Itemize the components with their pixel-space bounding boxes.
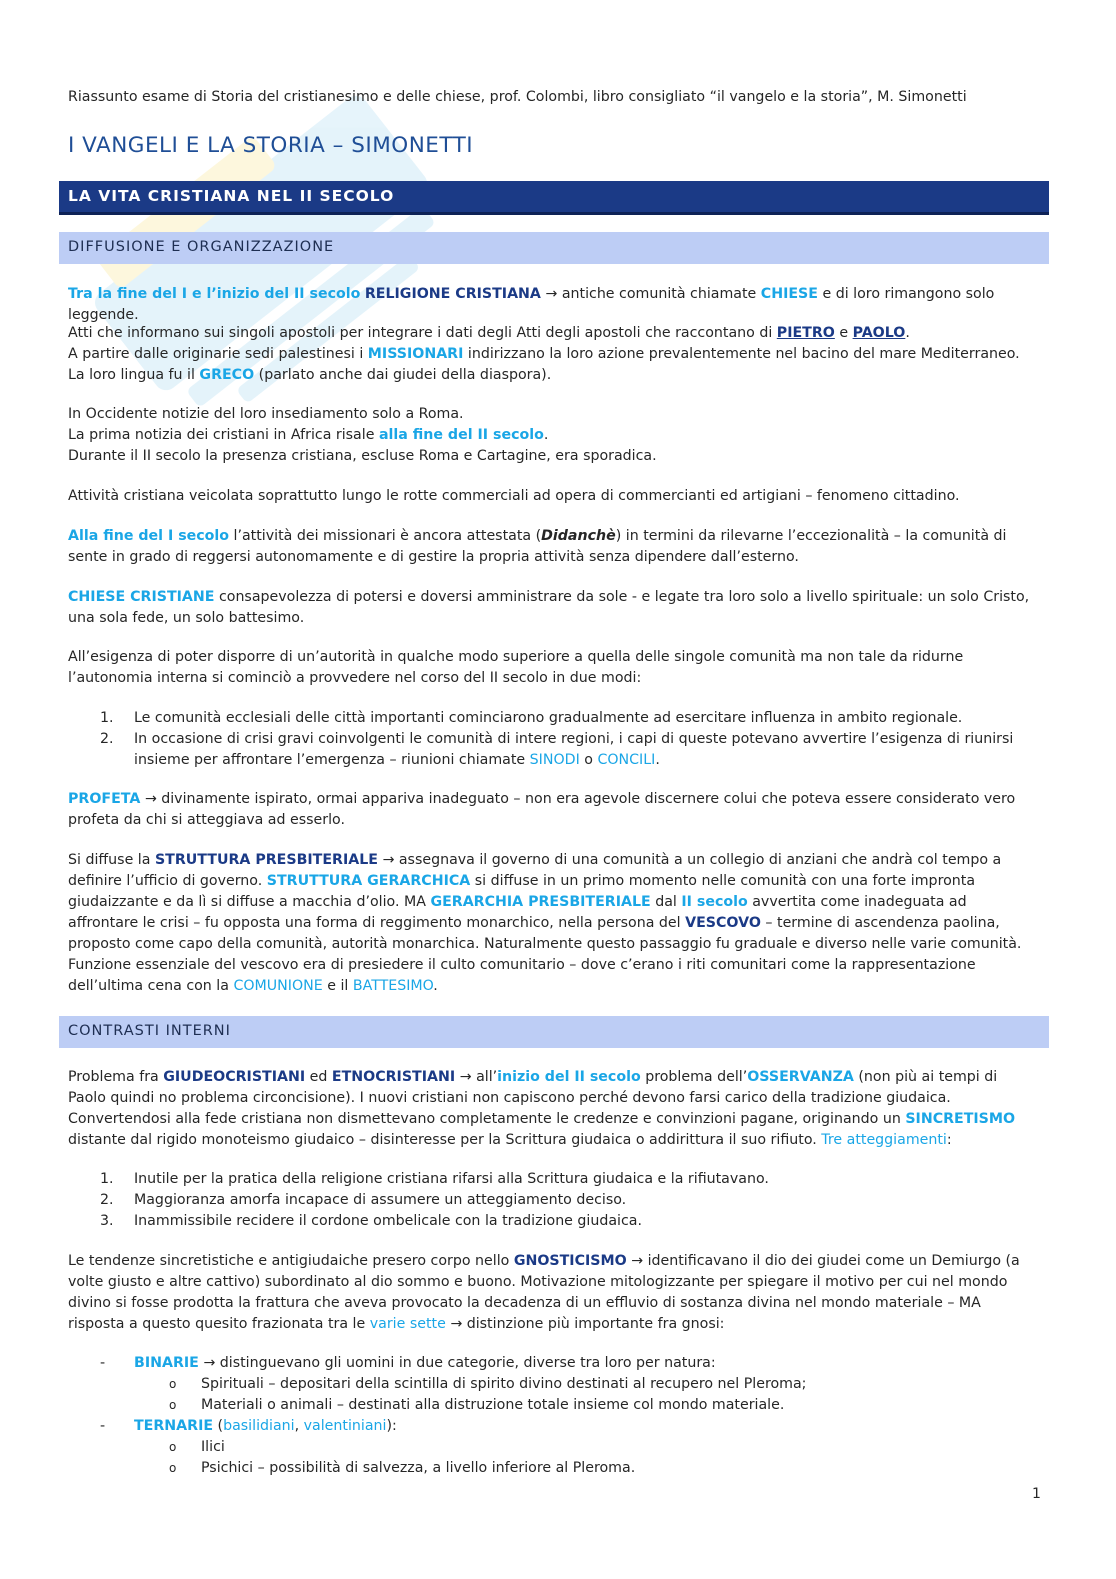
paragraph: [68, 1251, 1038, 1335]
text-run: → identificavano il dio dei giudei come un Demiurgo (a volte giusto e altre cattivo) subordinato al dio sommo e buono. Motivazione mitologizzante per spiegare il motivo per cui nel mondo divino si fosse prodotta la frattura che aveva provocato la decadenza di un effluvio di sostanza divina nel mondo materiale – MA risposta a questo quesito frazionata tra le: [68, 1253, 1020, 1332]
text-run: → all’: [455, 1069, 498, 1085]
text-run: l’attività dei missionari è ancora attestata (: [229, 528, 542, 544]
text-run: .: [655, 752, 660, 768]
highlighted-term: varie sette: [369, 1316, 446, 1332]
text-run: :: [946, 1132, 952, 1148]
highlighted-term: Tra la fine del I e l’inizio del II secolo: [68, 286, 361, 302]
text-run: e il: [322, 978, 353, 994]
paragraph: [68, 647, 1038, 689]
text-run: Durante il II secolo la presenza cristiana, escluse Roma e Cartagine, era sporadica.: [68, 448, 657, 464]
text-run: consapevolezza di potersi e doversi amministrare da sole - e legate tra loro solo a livello spirituale: un solo Cristo, una sola fede, un solo battesimo.: [68, 589, 1030, 626]
text-run: → distinguevano gli uomini in due categorie, diverse tra loro per natura:: [198, 1355, 716, 1371]
paragraph: [68, 850, 1038, 997]
sub-bullet-item: [68, 1437, 1038, 1458]
text-run: → divinamente ispirato, ormai appariva inadeguato – non era agevole discernere colui che poteva essere considerato vero profeta da chi si atteggiava ad esserlo.: [68, 791, 1016, 828]
text-run: Le tendenze sincretistiche e antigiudaiche presero corpo nello: [68, 1253, 514, 1269]
highlighted-term: CHIESE CRISTIANE: [68, 589, 215, 605]
text-run: Inammissibile recidere il cordone ombelicale con la tradizione giudaica.: [134, 1213, 643, 1229]
highlighted-term: GIUDEOCRISTIANI: [163, 1069, 306, 1085]
text-run: .: [433, 978, 438, 994]
highlighted-term: GRECO: [199, 367, 255, 383]
highlighted-term: GNOSTICISMO: [513, 1253, 627, 1269]
highlighted-term: STRUTTURA GERARCHICA: [266, 873, 471, 889]
text-run: ) in termini da rilevarne l’eccezionalità – la comunità di sente in grado di reggersi autonomamente e di gestire la propria attività senza dipendere dall’esterno.: [68, 528, 1007, 565]
highlighted-term: COMUNIONE: [233, 978, 323, 994]
text-run: problema dell’: [640, 1069, 748, 1085]
list-item: [68, 1169, 1038, 1190]
highlighted-term: VESCOVO: [685, 915, 761, 931]
text-run: Problema fra: [68, 1069, 164, 1085]
highlighted-term: Alla fine del I secolo: [68, 528, 230, 544]
text-run: → antiche comunità chiamate: [540, 286, 761, 302]
text-run: o: [579, 752, 598, 768]
heading-1: LA VITA CRISTIANA NEL II SECOLO: [68, 187, 395, 205]
highlighted-term: STRUTTURA PRESBITERIALE: [154, 852, 378, 868]
text-run: (non più ai tempi di Paolo quindi no problema circoncisione). I nuovi cristiani non capiscono perché devono farsi carico della tradizione giudaica. Convertendosi alla fede cristiana non dismettevano completamente le credenze e convinzioni pagane, originando un: [68, 1069, 998, 1127]
text-run: Psichici – possibilità di salvezza, a livello inferiore al Pleroma.: [201, 1460, 636, 1476]
text-run: A partire dalle originarie sedi palestinesi i: [68, 346, 368, 362]
intro-line: Riassunto esame di Storia del cristianesimo e delle chiese, prof. Colombi, libro consigliato “il vangelo e la storia”, M. Simonetti: [68, 89, 967, 105]
list-number: 2.: [100, 731, 114, 747]
text-run: Materiali o animali – destinati alla distruzione totale insieme col mondo materiale.: [201, 1397, 785, 1413]
numbered-list: [68, 1169, 1038, 1232]
bullet-item: [68, 1416, 1038, 1437]
bullet-marker: -: [100, 1418, 106, 1434]
list-number: 1.: [100, 710, 114, 726]
heading-2-diffusione: DIFFUSIONE E ORGANIZZAZIONE: [68, 239, 335, 255]
text-run: (: [213, 1418, 224, 1434]
highlighted-term: basilidiani: [223, 1418, 295, 1434]
text-run: distante dal rigido monoteismo giudaico – disinteresse per la Scrittura giudaica o addirittura il suo rifiuto.: [68, 1132, 822, 1148]
highlighted-term: PROFETA: [68, 791, 141, 807]
text-run: → distinzione più importante fra gnosi:: [445, 1316, 725, 1332]
bullet-marker: o: [169, 1461, 177, 1475]
list-item: [68, 729, 1038, 771]
highlighted-term: RELIGIONE CRISTIANA: [364, 286, 541, 302]
highlighted-term: CONCILI: [597, 752, 656, 768]
text-run: Si diffuse la: [68, 852, 155, 868]
text-run: indirizzano la loro azione prevalentemente nel bacino del mare Mediterraneo. La loro lingua fu il: [68, 346, 1020, 383]
text-run: .: [543, 427, 549, 443]
text-run: e: [834, 325, 853, 341]
highlighted-term: BINARIE: [134, 1355, 199, 1371]
highlighted-term: SINODI: [529, 752, 580, 768]
highlighted-term: MISSIONARI: [367, 346, 464, 362]
bullet-item: [68, 1353, 1038, 1374]
text-run: Attività cristiana veicolata soprattutto lungo le rotte commerciali ad opera di commercianti ed artigiani – fenomeno cittadino.: [68, 488, 960, 504]
paragraph: [68, 587, 1038, 629]
highlighted-term: Tre atteggiamenti: [821, 1132, 947, 1148]
paragraph: [68, 284, 1038, 326]
document-title: I VANGELI E LA STORIA – SIMONETTI: [68, 133, 474, 158]
bullet-marker: o: [169, 1377, 177, 1391]
paragraph: [68, 323, 1038, 386]
text-run: Le comunità ecclesiali delle città importanti cominciarono gradualmente ad esercitare influenza in ambito regionale.: [134, 710, 963, 726]
text-run: ed: [305, 1069, 332, 1085]
text-run: ):: [386, 1418, 397, 1434]
text-run: avvertita come inadeguata ad affrontare le crisi – fu opposta una forma di reggimento monarchico, nella persona del: [68, 894, 967, 931]
paragraph: [68, 404, 1038, 467]
list-number: 3.: [100, 1213, 114, 1229]
text-run: dal: [650, 894, 682, 910]
text-run: Spirituali – depositari della scintilla di spirito divino destinati al recupero nel Pleroma;: [201, 1376, 807, 1392]
text-run: .: [905, 325, 910, 341]
list-number: 2.: [100, 1192, 114, 1208]
highlighted-term: PIETRO: [776, 325, 835, 341]
paragraph: [68, 526, 1038, 568]
text-run: Maggioranza amorfa incapace di assumere un atteggiamento deciso.: [134, 1192, 627, 1208]
highlighted-term: PAOLO: [852, 325, 906, 341]
text-run: si diffuse in un primo momento nelle comunità con una forte impronta giudaizzante e da lì si diffuse a macchia d’olio. MA: [68, 873, 976, 910]
highlighted-term: alla fine del II secolo: [378, 427, 544, 443]
text-run: (parlato anche dai giudei della diaspora).: [254, 367, 552, 383]
sub-bullet-item: [68, 1374, 1038, 1395]
highlighted-term: OSSERVANZA: [747, 1069, 854, 1085]
highlighted-term: II secolo: [681, 894, 748, 910]
heading-2-contrasti: CONTRASTI INTERNI: [68, 1023, 231, 1039]
text-run: Inutile per la pratica della religione cristiana rifarsi alla Scrittura giudaica e la rifiutavano.: [134, 1171, 769, 1187]
highlighted-term: GERARCHIA PRESBITERIALE: [430, 894, 651, 910]
bullet-marker: o: [169, 1398, 177, 1412]
text-run: In occasione di crisi gravi coinvolgenti le comunità di intere regioni, i capi di queste potevano avvertire l’esigenza di riunirsi insieme per affrontare l’emergenza – riunioni chiamate: [134, 731, 1014, 768]
text-run: → assegnava il governo di una comunità a un collegio di anziani che andrà col tempo a definire l’ufficio di governo.: [68, 852, 1002, 889]
bullet-marker: o: [169, 1440, 177, 1454]
numbered-list: [68, 708, 1038, 771]
highlighted-term: TERNARIE: [134, 1418, 214, 1434]
text-run: In Occidente notizie del loro insediamento solo a Roma.: [68, 406, 464, 422]
list-item: [68, 708, 1038, 729]
highlighted-term: SINCRETISMO: [905, 1111, 1016, 1127]
highlighted-term: valentiniani: [303, 1418, 387, 1434]
sub-bullet-item: [68, 1395, 1038, 1416]
list-item: [68, 1190, 1038, 1211]
text-run: – termine di ascendenza paolina, proposto come capo della comunità, autorità monarchica. Naturalmente questo passaggio fu graduale e diverso nelle varie comunità. Funzione essenziale del vescovo era di presiedere il culto comunitario – dove c’erano i riti comunitari come la rappresentazione dell’ultima cena con la: [68, 915, 1022, 994]
text-run: e di loro rimangono solo leggende.: [68, 286, 995, 323]
text-run: All’esigenza di poter disporre di un’autorità in qualche modo superiore a quella delle singole comunità ma non tale da ridurne l’autonomia interna si cominciò a provvedere nel corso del II secolo in due modi:: [68, 649, 964, 686]
highlighted-term: ETNOCRISTIANI: [331, 1069, 456, 1085]
list-item: [68, 1211, 1038, 1232]
highlighted-term: Didanchè: [541, 528, 616, 544]
paragraph: [68, 1067, 1038, 1151]
bullet-marker: -: [100, 1355, 106, 1371]
list-number: 1.: [100, 1171, 114, 1187]
page-number: 1: [1032, 1486, 1041, 1502]
paragraph: [68, 486, 1038, 507]
bullet-list: [68, 1353, 1038, 1479]
paragraph: [68, 789, 1038, 831]
highlighted-term: CHIESE: [760, 286, 818, 302]
sub-bullet-item: [68, 1458, 1038, 1479]
text-run: Atti che informano sui singoli apostoli per integrare i dati degli Atti degli apostoli che raccontano di: [68, 325, 777, 341]
highlighted-term: inizio del II secolo: [497, 1069, 641, 1085]
text-run: Ilici: [201, 1439, 225, 1455]
text-run: La prima notizia dei cristiani in Africa risale: [68, 427, 379, 443]
text-run: ,: [294, 1418, 304, 1434]
highlighted-term: BATTESIMO: [352, 978, 434, 994]
